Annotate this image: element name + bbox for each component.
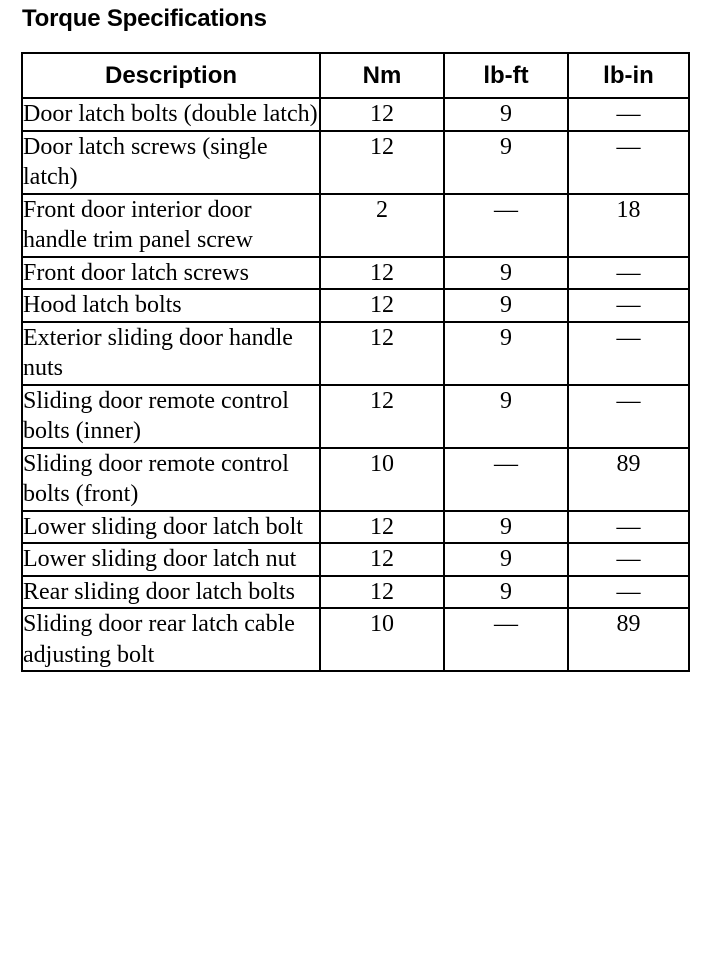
page-title: Torque Specifications xyxy=(22,5,267,32)
row-nm: 10 xyxy=(320,608,444,671)
row-description: Hood latch bolts xyxy=(22,289,320,322)
row-description: Front door interior door handle trim panel screw xyxy=(22,194,320,257)
row-lb-ft: 9 xyxy=(444,131,568,194)
header-nm: Nm xyxy=(320,53,444,98)
row-lb-in: 89 xyxy=(568,608,689,671)
row-lb-in: — xyxy=(568,131,689,194)
table-header-row xyxy=(22,53,689,98)
table-row xyxy=(22,257,689,290)
row-description: Front door latch screws xyxy=(22,257,320,290)
table-row xyxy=(22,98,689,131)
row-description: Rear sliding door latch bolts xyxy=(22,576,320,609)
table-row xyxy=(22,322,689,385)
table-row xyxy=(22,608,689,671)
row-lb-in: — xyxy=(568,98,689,131)
header-lb-ft: lb-ft xyxy=(444,53,568,98)
row-lb-ft: 9 xyxy=(444,385,568,448)
row-lb-ft: 9 xyxy=(444,289,568,322)
row-lb-in: — xyxy=(568,322,689,385)
row-nm: 12 xyxy=(320,576,444,609)
row-nm: 12 xyxy=(320,511,444,544)
row-description: Sliding door remote control bolts (front) xyxy=(22,448,320,511)
table-row xyxy=(22,289,689,322)
row-lb-in: — xyxy=(568,511,689,544)
row-nm: 12 xyxy=(320,98,444,131)
row-lb-ft: 9 xyxy=(444,576,568,609)
row-description: Exterior sliding door handle nuts xyxy=(22,322,320,385)
row-lb-ft: 9 xyxy=(444,511,568,544)
torque-spec-table xyxy=(21,52,690,672)
table-row xyxy=(22,448,689,511)
row-nm: 12 xyxy=(320,385,444,448)
row-nm: 12 xyxy=(320,289,444,322)
row-lb-in: — xyxy=(568,543,689,576)
row-description: Sliding door remote control bolts (inner) xyxy=(22,385,320,448)
row-lb-ft: — xyxy=(444,194,568,257)
row-nm: 12 xyxy=(320,131,444,194)
row-nm: 12 xyxy=(320,543,444,576)
row-lb-ft: 9 xyxy=(444,98,568,131)
row-lb-in: — xyxy=(568,257,689,290)
row-lb-in: — xyxy=(568,576,689,609)
row-lb-in: — xyxy=(568,289,689,322)
row-lb-ft: — xyxy=(444,448,568,511)
header-description: Description xyxy=(22,53,320,98)
row-description: Door latch bolts (double latch) xyxy=(22,98,320,131)
row-description: Door latch screws (single latch) xyxy=(22,131,320,194)
row-lb-ft: 9 xyxy=(444,257,568,290)
header-lb-in: lb-in xyxy=(568,53,689,98)
row-nm: 12 xyxy=(320,322,444,385)
row-lb-ft: 9 xyxy=(444,543,568,576)
table-row xyxy=(22,511,689,544)
row-lb-in: — xyxy=(568,385,689,448)
table-row xyxy=(22,131,689,194)
table-row xyxy=(22,576,689,609)
row-lb-ft: 9 xyxy=(444,322,568,385)
row-description: Lower sliding door latch bolt xyxy=(22,511,320,544)
row-lb-ft: — xyxy=(444,608,568,671)
row-nm: 2 xyxy=(320,194,444,257)
table-row xyxy=(22,194,689,257)
table-row xyxy=(22,543,689,576)
row-lb-in: 18 xyxy=(568,194,689,257)
row-nm: 10 xyxy=(320,448,444,511)
table-row xyxy=(22,385,689,448)
row-lb-in: 89 xyxy=(568,448,689,511)
row-description: Lower sliding door latch nut xyxy=(22,543,320,576)
row-description: Sliding door rear latch cable adjusting bolt xyxy=(22,608,320,671)
row-nm: 12 xyxy=(320,257,444,290)
